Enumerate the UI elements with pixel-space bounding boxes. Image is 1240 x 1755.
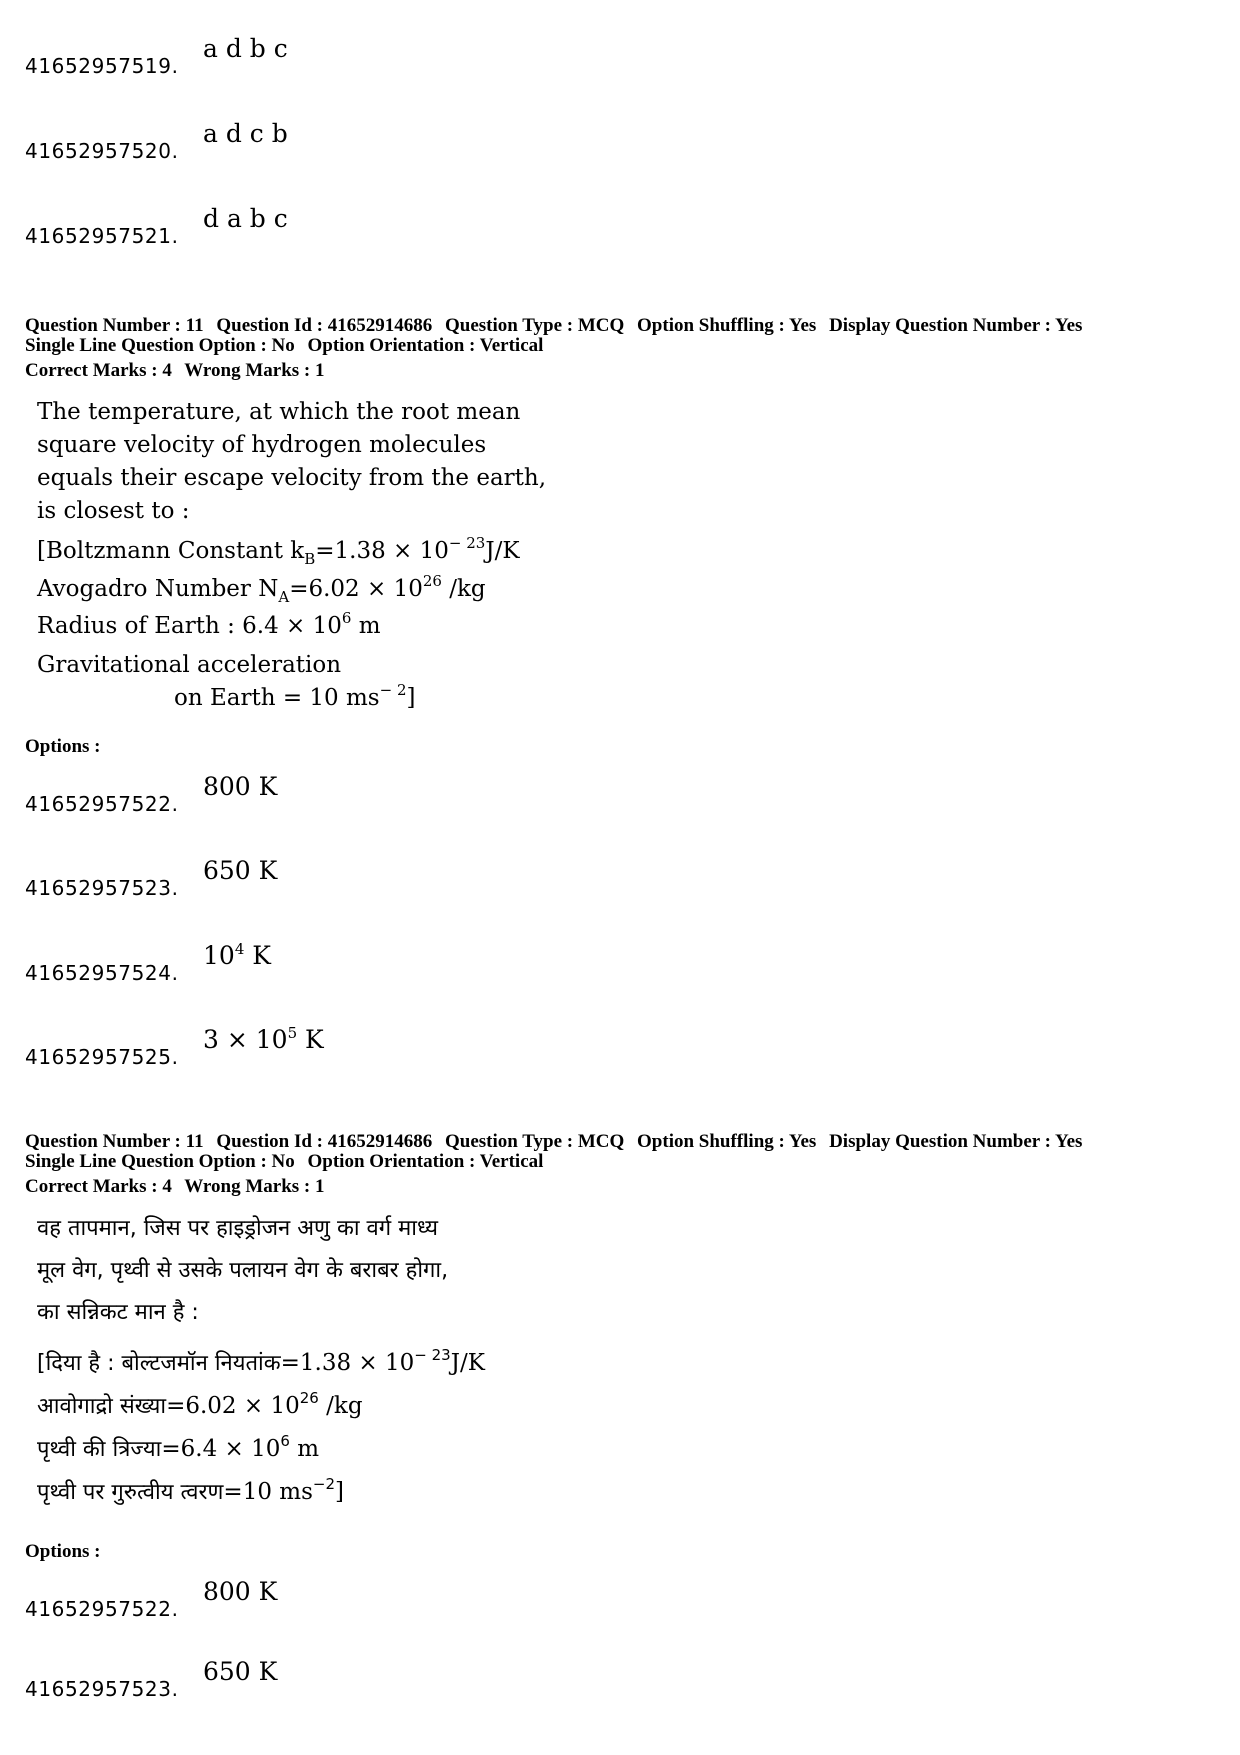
options-label: Options : xyxy=(25,1541,101,1562)
option-row xyxy=(25,1024,625,1071)
wrong-marks: Wrong Marks : 1 xyxy=(184,360,325,381)
boltzmann-constant-line: [दिया है : बोल्टजमॉन नियतांक=1.38 × $10^{- 23}J/K$ xyxy=(37,1346,485,1376)
option-id: 41652957525. xyxy=(25,1045,179,1069)
option-text: 800 K xyxy=(203,1577,278,1606)
option-id: 41652957524. xyxy=(25,961,179,985)
gravity-line: पृथ्वी पर गुरुत्वीय त्वरण=10 $ms^{-2}$] xyxy=(37,1475,344,1505)
stem-line: का सन्निकट मान है : xyxy=(37,1300,199,1325)
options-label: Options : xyxy=(25,736,101,757)
question-meta xyxy=(25,1132,1225,1197)
option-row xyxy=(25,204,625,250)
option-id: 41652957519. xyxy=(25,54,179,78)
correct-marks: Correct Marks : 4 xyxy=(25,360,172,381)
option-row xyxy=(25,1577,625,1623)
correct-marks: Correct Marks : 4 xyxy=(25,1176,172,1197)
question-meta-line-2 xyxy=(25,336,1225,356)
option-text: 800 K xyxy=(203,772,278,801)
option-row xyxy=(25,856,625,902)
option-text: $3 \times 10^5$ K xyxy=(203,1024,324,1054)
gravity-line-2: on Earth = 10 $ms^{- 2}$] xyxy=(174,681,416,711)
earth-radius-line: पृथ्वी की त्रिज्या=6.4 × $10^6$ m xyxy=(37,1432,320,1462)
option-row xyxy=(25,772,625,818)
option-id: 41652957523. xyxy=(25,1677,179,1701)
display-question-number: Display Question Number : Yes xyxy=(829,315,1083,336)
option-id: 41652957522. xyxy=(25,792,179,816)
option-id: 41652957521. xyxy=(25,224,179,248)
wrong-marks: Wrong Marks : 1 xyxy=(184,1176,325,1197)
earth-radius-line: Radius of Earth : $6.4 \times 10^6$ m xyxy=(37,609,381,639)
marks-line xyxy=(25,1177,1225,1197)
option-text: a d c b xyxy=(203,119,288,148)
stem-line: वह तापमान, जिस पर हाइड्रोजन अणु का वर्ग माध्य xyxy=(37,1216,439,1241)
question-meta xyxy=(25,316,1225,381)
option-orientation: Option Orientation : Vertical xyxy=(307,335,544,356)
option-text: 650 K xyxy=(203,1657,278,1686)
question-meta-line-1 xyxy=(25,1132,1225,1152)
option-id: 41652957520. xyxy=(25,139,179,163)
avogadro-number-line: Avogadro Number $N_A=6.02 \times 10^{26}$ /kg xyxy=(37,572,486,606)
question-type: Question Type : MCQ xyxy=(444,315,625,336)
question-meta-line-2 xyxy=(25,1152,1225,1172)
question-meta-line-1 xyxy=(25,316,1225,336)
single-line-option: Single Line Question Option : No xyxy=(25,1151,295,1172)
question-number: Question Number : 11 xyxy=(25,315,204,336)
question-stem xyxy=(37,396,546,715)
option-shuffling: Option Shuffling : Yes xyxy=(637,315,817,336)
marks-line xyxy=(25,361,1225,381)
boltzmann-constant-line: [Boltzmann Constant $k_B=1.38 \times 10^{- 23}J/K$ xyxy=(37,534,520,568)
option-id: 41652957523. xyxy=(25,876,179,900)
option-id: 41652957522. xyxy=(25,1597,179,1621)
stem-line: square velocity of hydrogen molecules xyxy=(37,432,487,458)
avogadro-number-line: आवोगाद्रो संख्या=6.02 × $10^{26}$ /kg xyxy=(37,1389,363,1419)
option-row xyxy=(25,1657,625,1703)
option-orientation: Option Orientation : Vertical xyxy=(307,1151,544,1172)
option-text: $10^4$ K xyxy=(203,940,271,970)
option-text: 650 K xyxy=(203,856,278,885)
question-type: Question Type : MCQ xyxy=(444,1131,625,1152)
option-text: d a b c xyxy=(203,204,288,233)
option-row xyxy=(25,119,625,165)
stem-line: The temperature, at which the root mean xyxy=(37,399,521,425)
option-text: a d b c xyxy=(203,34,288,63)
stem-line: is closest to : xyxy=(37,498,190,524)
question-id: Question Id : 41652914686 xyxy=(216,315,433,336)
option-row xyxy=(25,34,625,80)
stem-line: equals their escape velocity from the earth, xyxy=(37,465,547,491)
option-row xyxy=(25,940,625,987)
single-line-option: Single Line Question Option : No xyxy=(25,335,295,356)
stem-line: मूल वेग, पृथ्वी से उसके पलायन वेग के बराबर होगा, xyxy=(37,1258,449,1283)
option-shuffling: Option Shuffling : Yes xyxy=(637,1131,817,1152)
question-id: Question Id : 41652914686 xyxy=(216,1131,433,1152)
question-stem xyxy=(37,1208,485,1514)
display-question-number: Display Question Number : Yes xyxy=(829,1131,1083,1152)
gravity-line-1: Gravitational acceleration xyxy=(37,652,342,678)
question-number: Question Number : 11 xyxy=(25,1131,204,1152)
